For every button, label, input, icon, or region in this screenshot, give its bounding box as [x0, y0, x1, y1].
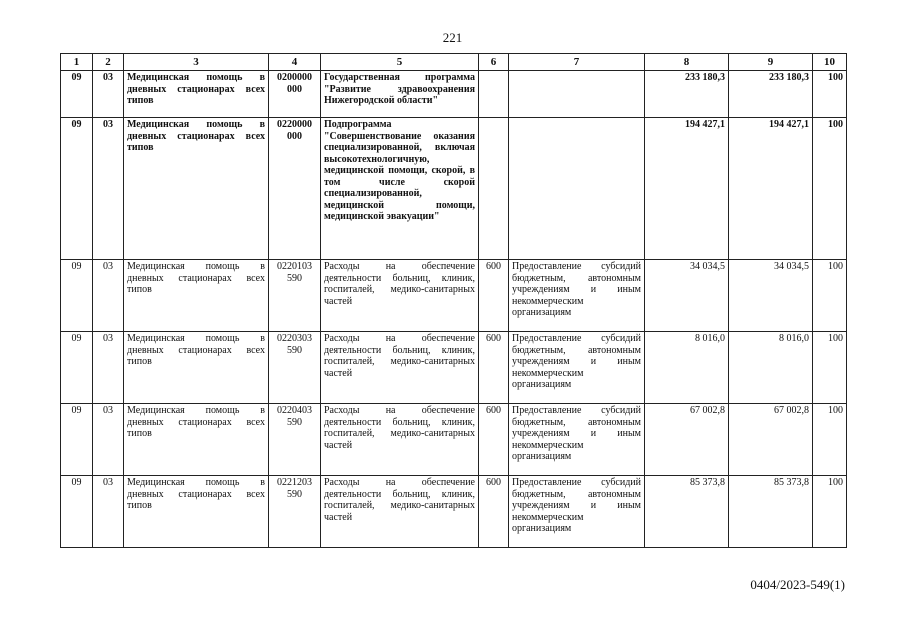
table-row [61, 260, 847, 332]
article-name-cell: Расходы на обеспечение деятельности больниц, клиник, госпиталей, медико-санитарных частей [321, 260, 479, 332]
name-cell: Медицинская помощь в дневных стационарах всех типов [124, 476, 269, 548]
table-row [61, 404, 847, 476]
section-cell: 09 [61, 332, 93, 404]
expense-type-cell: 600 [479, 260, 509, 332]
col-header-9: 9 [729, 54, 813, 71]
planned-amount-cell: 67 002,8 [645, 404, 729, 476]
executed-amount-cell: 67 002,8 [729, 404, 813, 476]
header-row [61, 54, 847, 71]
col-header-6: 6 [479, 54, 509, 71]
expense-type-name-cell: Предоставление субсидий бюджетным, автономным учреждениям и иным некоммерческим организациям [509, 260, 645, 332]
percent-cell: 100 [813, 118, 847, 260]
document-code: 0404/2023-549(1) [750, 577, 845, 592]
subsection-cell: 03 [93, 476, 124, 548]
expense-type-cell [479, 118, 509, 260]
expense-type-name-cell: Предоставление субсидий бюджетным, автономным учреждениям и иным некоммерческим организациям [509, 404, 645, 476]
target-article-cell: 0221203 590 [269, 476, 321, 548]
article-name-cell: Расходы на обеспечение деятельности больниц, клиник, госпиталей, медико-санитарных частей [321, 404, 479, 476]
section-cell: 09 [61, 260, 93, 332]
table-row [61, 332, 847, 404]
percent-cell: 100 [813, 260, 847, 332]
executed-amount-cell: 233 180,3 [729, 71, 813, 118]
expense-type-cell: 600 [479, 476, 509, 548]
percent-cell: 100 [813, 476, 847, 548]
expense-type-name-cell [509, 71, 645, 118]
col-header-2: 2 [93, 54, 124, 71]
expense-type-cell [479, 71, 509, 118]
name-cell: Медицинская помощь в дневных стационарах всех типов [124, 332, 269, 404]
table-body [61, 71, 847, 548]
subsection-cell: 03 [93, 71, 124, 118]
executed-amount-cell: 85 373,8 [729, 476, 813, 548]
percent-cell: 100 [813, 404, 847, 476]
table-row [61, 476, 847, 548]
target-article-cell: 0220000 000 [269, 118, 321, 260]
section-cell: 09 [61, 71, 93, 118]
table-row [61, 118, 847, 260]
col-header-5: 5 [321, 54, 479, 71]
planned-amount-cell: 34 034,5 [645, 260, 729, 332]
section-cell: 09 [61, 476, 93, 548]
name-cell: Медицинская помощь в дневных стационарах всех типов [124, 260, 269, 332]
executed-amount-cell: 194 427,1 [729, 118, 813, 260]
percent-cell: 100 [813, 332, 847, 404]
target-article-cell: 0220103 590 [269, 260, 321, 332]
planned-amount-cell: 8 016,0 [645, 332, 729, 404]
col-header-8: 8 [645, 54, 729, 71]
name-cell: Медицинская помощь в дневных стационарах всех типов [124, 118, 269, 260]
article-name-cell: Расходы на обеспечение деятельности больниц, клиник, госпиталей, медико-санитарных частей [321, 476, 479, 548]
expense-type-cell: 600 [479, 332, 509, 404]
budget-table [60, 53, 847, 548]
subsection-cell: 03 [93, 404, 124, 476]
page-number: 221 [442, 30, 463, 45]
expense-type-cell: 600 [479, 404, 509, 476]
executed-amount-cell: 34 034,5 [729, 260, 813, 332]
expense-type-name-cell [509, 118, 645, 260]
col-header-4: 4 [269, 54, 321, 71]
expense-type-name-cell: Предоставление субсидий бюджетным, автономным учреждениям и иным некоммерческим организациям [509, 332, 645, 404]
name-cell: Медицинская помощь в дневных стационарах всех типов [124, 404, 269, 476]
subsection-cell: 03 [93, 332, 124, 404]
executed-amount-cell: 8 016,0 [729, 332, 813, 404]
subsection-cell: 03 [93, 118, 124, 260]
target-article-cell: 0200000 000 [269, 71, 321, 118]
subsection-cell: 03 [93, 260, 124, 332]
planned-amount-cell: 194 427,1 [645, 118, 729, 260]
section-cell: 09 [61, 404, 93, 476]
percent-cell: 100 [813, 71, 847, 118]
target-article-cell: 0220303 590 [269, 332, 321, 404]
table-row [61, 71, 847, 118]
col-header-10: 10 [813, 54, 847, 71]
planned-amount-cell: 85 373,8 [645, 476, 729, 548]
target-article-cell: 0220403 590 [269, 404, 321, 476]
col-header-7: 7 [509, 54, 645, 71]
expense-type-name-cell: Предоставление субсидий бюджетным, автономным учреждениям и иным некоммерческим организациям [509, 476, 645, 548]
col-header-3: 3 [124, 54, 269, 71]
article-name-cell: Подпрограмма "Совершенствование оказания специализированной, включая высокотехнологичную, медицинской помощи, скорой, в том числе скорой специализированной, медицинской помощи, медицинской эвакуации" [321, 118, 479, 260]
article-name-cell: Государственная программа "Развитие здравоохранения Нижегородской области" [321, 71, 479, 118]
article-name-cell: Расходы на обеспечение деятельности больниц, клиник, госпиталей, медико-санитарных частей [321, 332, 479, 404]
section-cell: 09 [61, 118, 93, 260]
name-cell: Медицинская помощь в дневных стационарах всех типов [124, 71, 269, 118]
col-header-1: 1 [61, 54, 93, 71]
planned-amount-cell: 233 180,3 [645, 71, 729, 118]
